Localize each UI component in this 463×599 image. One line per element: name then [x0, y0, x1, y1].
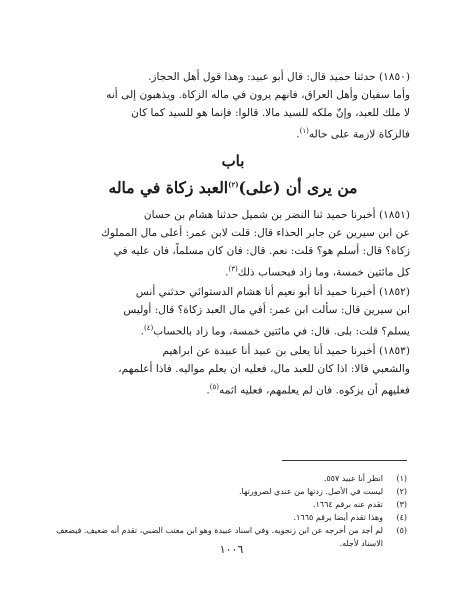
line: فعليهم أن يزكوه. فان لم يعلمهم، فعليه اثمه$^{(٥)}$.	[206, 383, 410, 397]
line: وأما سفيان وأهل العراق، فانهم يرون في ماله الزكاة. ويذهبون إلى أنه	[106, 89, 410, 101]
line: فالزكاة لازمة على حاله$^{(١)}$.	[296, 127, 410, 141]
page-number: ١٠٠٦	[219, 543, 244, 556]
footnotes	[53, 472, 407, 550]
footnote-number: (٢)	[396, 487, 407, 496]
footnote-number: (٥)	[396, 526, 407, 535]
line: عن ابن سيرين عن جابر الحذاء قال: قلت لابن عمر: أعلى مال المملوك	[101, 227, 410, 239]
footnote-text: انظر أنا عبيد ٥٥٧.	[323, 474, 383, 483]
footnote-ref: (٤)	[144, 324, 154, 332]
line: (١٨٥١) أخبرنا حميد ثنا النضر بن شميل حدثنا هشام بن حسان	[143, 209, 410, 221]
line-text: فعليهم أن يزكوه. فان لم يعلمهم، فعليه اثمه	[219, 384, 410, 397]
footnote-text: وهذا تقدم أيضا برقم ١٦٦٥.	[293, 513, 383, 522]
line-text: فالزكاة لازمة على حاله	[308, 128, 410, 141]
footnote-ref: (٥)	[209, 383, 220, 391]
footnote	[53, 498, 407, 511]
footnote-number: (١)	[396, 474, 407, 483]
footnote	[53, 511, 407, 524]
footnote-text: لم أجد من أخرجه عن ابن زنجويه. وفي اسناد عبيدة وهو ابن معتب الضبي، تقدم أنه ضعيف. فيضعف الاسناد لأجله.	[56, 526, 383, 548]
paragraph-1853	[56, 342, 410, 400]
line: يسلم؟ قلت: بلى. قال: في مائتين خمسة، وما زاد بالحساب$^{(٤)}$.	[140, 324, 410, 338]
title-part: من يرى أن (على)	[238, 178, 358, 198]
footnote-ref: (١)	[299, 127, 309, 135]
footnote-ref: (٣)	[228, 265, 238, 273]
line: زكاة؟ قال: أسلم هو؟ قلت: نعم. قال: فان كان مسلماً، فان عليه في	[113, 245, 410, 257]
line: والشعبي قالا: اذا كان للعبد مال، فعليه ان يعلم مواليه. فاذا أعلمهم،	[118, 363, 410, 375]
line: (١٨٥٣) أخبرنا حميد أنا يعلى بن عبيد أنا عبيدة عن ابراهيم	[162, 345, 410, 357]
line-text: كل مائتين خمسة، وما زاد فبحساب ذلك	[237, 266, 410, 279]
line-text: يسلم؟ قلت: بلى. قال: في مائتين خمسة، وما زاد بالحساب	[153, 325, 410, 338]
footnote-ref: (٢)	[228, 180, 239, 189]
paragraph-1852	[56, 283, 410, 341]
line: (١٨٥٠) حدثنا حميد قال: قال أبو عبيد: وهذا قول أهل الحجاز.	[148, 71, 410, 83]
footnote	[53, 472, 407, 485]
footnote-divider	[282, 460, 407, 461]
line: كل مائتين خمسة، وما زاد فبحساب ذلك$^{(٣)}$.	[225, 265, 410, 279]
paragraph-1851	[56, 206, 410, 282]
line: لا ملك للعبد، وإنّ ملكه للسيد مالا. قالوا: فإنما هو للسيد كما كان	[131, 107, 410, 119]
line: (١٨٥٢) أخبرنا حميد أنا أبو نعيم أنا هشام الدستوائي حدثني أنس	[135, 286, 410, 298]
footnote-number: (٣)	[396, 500, 407, 509]
footnote	[53, 485, 407, 498]
chapter-label: باب	[221, 152, 245, 170]
paragraph-1850	[56, 68, 410, 144]
title-part: العبد زكاة في ماله	[108, 178, 229, 198]
chapter-header	[56, 150, 410, 201]
footnote-number: (٤)	[396, 513, 407, 522]
footnote-text: تقدم عنه برقم ١٦٦٤.	[312, 500, 383, 509]
chapter-title	[56, 172, 410, 201]
line: ابن سيرين قال: سألت ابن عمر: أفي مال العبد زكاة؟ قال: أوليس	[123, 304, 410, 316]
footnote-text: ليست في الأصل. زدتها من عندي لضرورتها.	[239, 487, 383, 496]
